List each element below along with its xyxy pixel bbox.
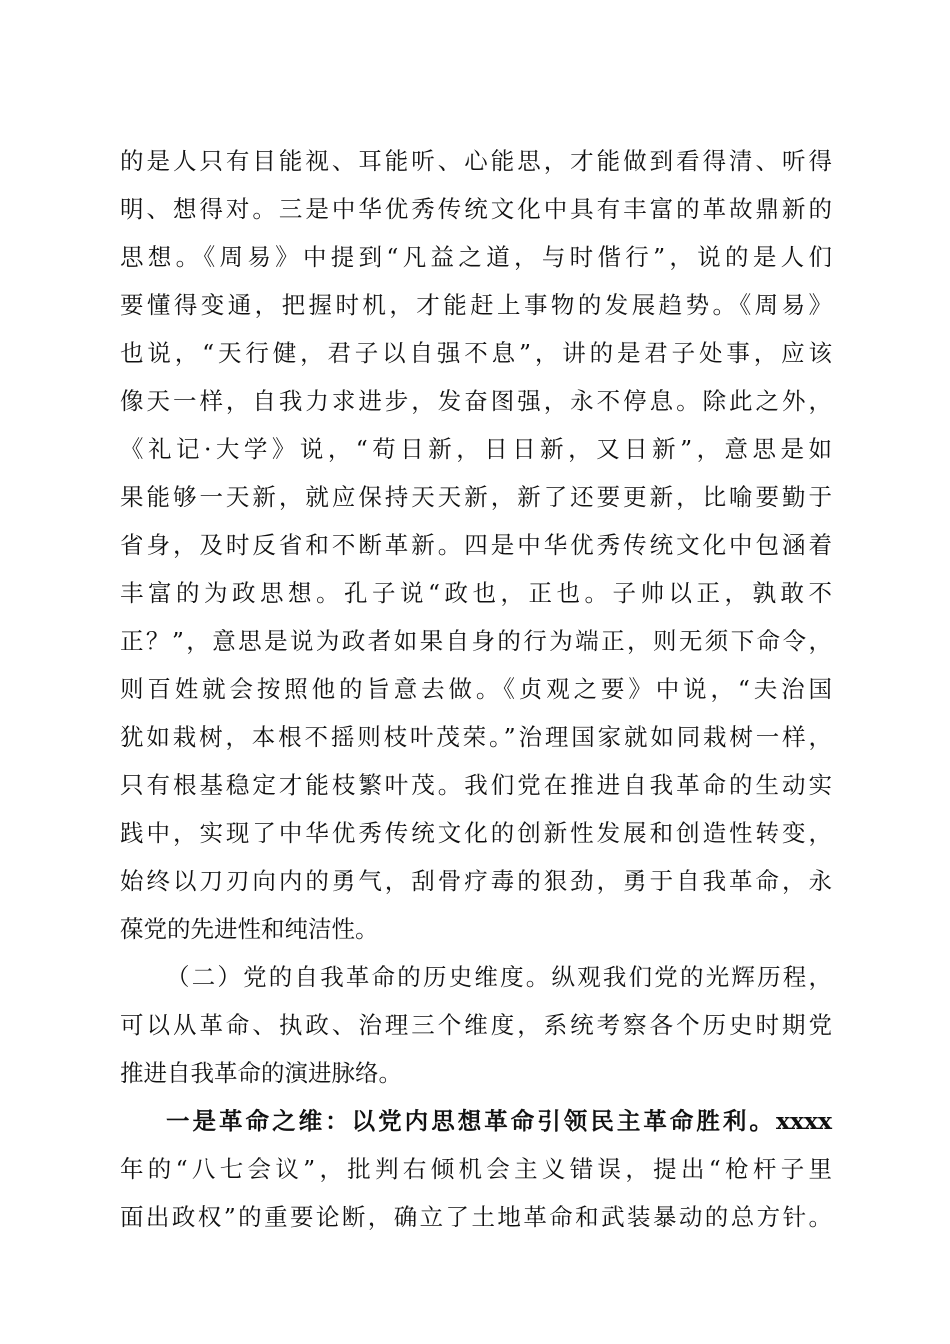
paragraph-line: 可以从革命、执政、治理三个维度，系统考察各个历史时期党 [120,1011,832,1039]
paragraph-line: 的是人只有目能视、耳能听、心能思，才能做到看得清、听得 [120,147,832,175]
paragraph-line: 思想。《周易》中提到“凡益之道，与时偕行”，说的是人们 [120,243,832,271]
paragraph-line: 像天一样，自我力求进步，发奋图强，永不停息。除此之外， [120,387,832,415]
paragraph-line: 只有根基稳定才能枝繁叶茂。我们党在推进自我革命的生动实 [120,771,832,799]
paragraph-line: 明、想得对。三是中华优秀传统文化中具有丰富的革故鼎新的 [120,195,832,223]
paragraph-line: 则百姓就会按照他的旨意去做。《贞观之要》中说，“夫治国 [120,675,832,703]
paragraph-line: 正？”，意思是说为政者如果自身的行为端正，则无须下命令， [120,627,832,655]
paragraph-line: 葆党的先进性和纯洁性。 [120,915,379,943]
paragraph-line: 也说，“天行健，君子以自强不息”，讲的是君子处事，应该 [120,339,832,367]
paragraph-line: 践中，实现了中华优秀传统文化的创新性发展和创造性转变， [120,819,832,847]
paragraph-line: 《礼记·大学》说，“苟日新，日日新，又日新”，意思是如 [120,435,832,463]
paragraph-line: 面出政权”的重要论断，确立了土地革命和武装暴动的总方针。 [120,1203,832,1231]
section-heading-line: （二）党的自我革命的历史维度。纵观我们党的光辉历程， [166,963,832,991]
paragraph-line: 省身，及时反省和不断革新。四是中华优秀传统文化中包涵着 [120,531,832,559]
paragraph-line: 果能够一天新，就应保持天天新，新了还要更新，比喻要勤于 [120,483,832,511]
paragraph-line: 犹如栽树，本根不摇则枝叶茂荣。”治理国家就如同栽树一样， [120,723,832,751]
paragraph-line: 始终以刀刃向内的勇气，刮骨疗毒的狠劲，勇于自我革命，永 [120,867,832,895]
paragraph-line: 丰富的为政思想。孔子说“政也，正也。子帅以正，孰敢不 [120,579,832,607]
paragraph-line: 年的“八七会议”，批判右倾机会主义错误，提出“枪杆子里 [120,1155,832,1183]
paragraph-line: 推进自我革命的演进脉络。 [120,1059,402,1087]
subheading-line: 一是革命之维：以党内思想革命引领民主革命胜利。xxxx [166,1107,832,1135]
paragraph-line: 要懂得变通，把握时机，才能赶上事物的发展趋势。《周易》 [120,291,832,319]
